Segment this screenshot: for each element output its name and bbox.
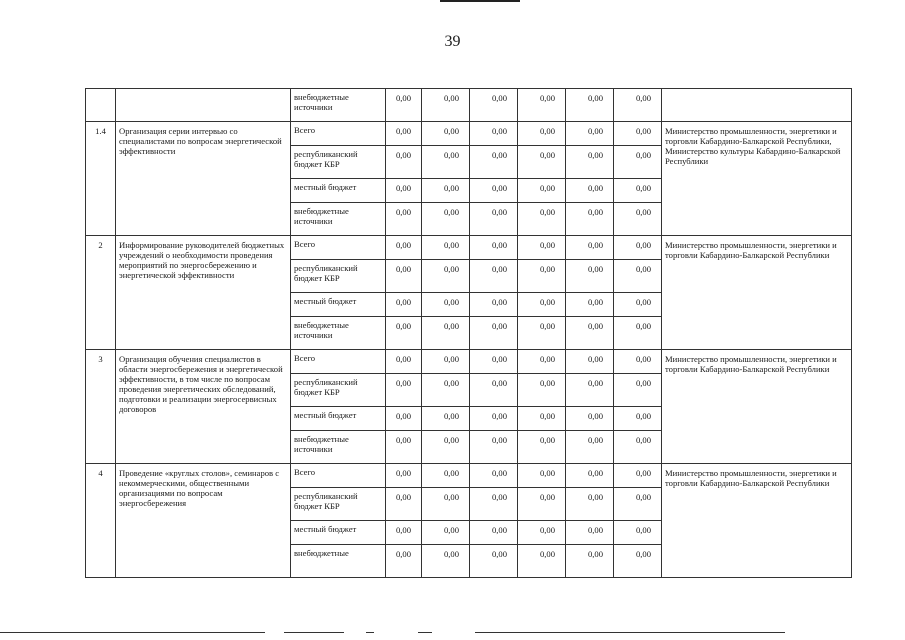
value-cell: 0,00 [470, 89, 518, 122]
value-cell: 0,00 [470, 407, 518, 431]
value-cell: 0,00 [470, 431, 518, 464]
value-cell: 0,00 [470, 374, 518, 407]
value-cell: 0,00 [470, 260, 518, 293]
value-cell: 0,00 [566, 146, 614, 179]
value-cell: 0,00 [422, 350, 470, 374]
value-cell: 0,00 [470, 203, 518, 236]
footer-rule [0, 632, 265, 633]
value-cell: 0,00 [470, 350, 518, 374]
funding-source: республиканский бюджет КБР [291, 488, 386, 521]
value-cell: 0,00 [518, 488, 566, 521]
value-cell: 0,00 [386, 89, 422, 122]
value-cell: 0,00 [614, 146, 662, 179]
funding-source: Всего [291, 236, 386, 260]
value-cell: 0,00 [566, 464, 614, 488]
value-cell: 0,00 [614, 488, 662, 521]
funding-source: Всего [291, 464, 386, 488]
value-cell: 0,00 [422, 431, 470, 464]
value-cell: 0,00 [518, 122, 566, 146]
funding-source: местный бюджет [291, 407, 386, 431]
value-cell: 0,00 [422, 122, 470, 146]
responsible-executor: Министерство промышленности, энергетики и торговли Кабардино-Балкарской Республики [662, 236, 852, 350]
value-cell: 0,00 [518, 293, 566, 317]
value-cell: 0,00 [518, 374, 566, 407]
value-cell: 0,00 [470, 464, 518, 488]
value-cell: 0,00 [614, 407, 662, 431]
value-cell: 0,00 [518, 431, 566, 464]
measures-table [85, 88, 852, 578]
value-cell: 0,00 [566, 545, 614, 578]
value-cell: 0,00 [422, 146, 470, 179]
value-cell: 0,00 [386, 236, 422, 260]
value-cell: 0,00 [386, 431, 422, 464]
value-cell: 0,00 [566, 179, 614, 203]
measure-name [116, 89, 291, 122]
value-cell: 0,00 [614, 431, 662, 464]
measure-number [86, 89, 116, 122]
responsible-executor: Министерство промышленности, энергетики и торговли Кабардино-Балкарской Республики, Министерство культуры Кабардино-Балкарской Республики [662, 122, 852, 236]
value-cell: 0,00 [386, 179, 422, 203]
value-cell: 0,00 [614, 521, 662, 545]
value-cell: 0,00 [518, 545, 566, 578]
top-edge-mark [440, 0, 520, 5]
measure-number: 2 [86, 236, 116, 350]
value-cell: 0,00 [518, 203, 566, 236]
value-cell: 0,00 [386, 350, 422, 374]
value-cell: 0,00 [422, 89, 470, 122]
value-cell: 0,00 [470, 488, 518, 521]
value-cell: 0,00 [518, 146, 566, 179]
value-cell: 0,00 [470, 122, 518, 146]
value-cell: 0,00 [386, 464, 422, 488]
measure-number: 1.4 [86, 122, 116, 236]
value-cell: 0,00 [470, 179, 518, 203]
value-cell: 0,00 [518, 350, 566, 374]
value-cell: 0,00 [386, 521, 422, 545]
value-cell: 0,00 [614, 350, 662, 374]
funding-source: Всего [291, 350, 386, 374]
funding-source: республиканский бюджет КБР [291, 374, 386, 407]
value-cell: 0,00 [422, 236, 470, 260]
value-cell: 0,00 [470, 545, 518, 578]
value-cell: 0,00 [422, 374, 470, 407]
measure-name: Организация серии интервью со специалистами по вопросам энергетической эффективности [116, 122, 291, 236]
value-cell: 0,00 [614, 464, 662, 488]
value-cell: 0,00 [386, 317, 422, 350]
value-cell: 0,00 [566, 521, 614, 545]
value-cell: 0,00 [518, 236, 566, 260]
value-cell: 0,00 [566, 203, 614, 236]
value-cell: 0,00 [518, 521, 566, 545]
measure-name: Организация обучения специалистов в области энергосбережения и энергетической эффективности, в том числе по вопросам проведения энергетических обследований, подготовки и реализации энергосервисных договоров [116, 350, 291, 464]
value-cell: 0,00 [422, 545, 470, 578]
value-cell: 0,00 [470, 521, 518, 545]
value-cell: 0,00 [386, 407, 422, 431]
value-cell: 0,00 [566, 488, 614, 521]
value-cell: 0,00 [614, 317, 662, 350]
value-cell: 0,00 [518, 317, 566, 350]
measure-name: Информирование руководителей бюджетных учреждений о необходимости проведения мероприятий по энергосбережению и энергетической эффективности [116, 236, 291, 350]
value-cell: 0,00 [386, 545, 422, 578]
value-cell: 0,00 [518, 407, 566, 431]
value-cell: 0,00 [422, 407, 470, 431]
value-cell: 0,00 [614, 236, 662, 260]
value-cell: 0,00 [422, 203, 470, 236]
funding-source: республиканский бюджет КБР [291, 146, 386, 179]
value-cell: 0,00 [566, 431, 614, 464]
funding-source: внебюджетные источники [291, 317, 386, 350]
value-cell: 0,00 [566, 374, 614, 407]
value-cell: 0,00 [614, 545, 662, 578]
value-cell: 0,00 [614, 203, 662, 236]
responsible-executor [662, 89, 852, 122]
measure-number: 4 [86, 464, 116, 578]
value-cell: 0,00 [422, 488, 470, 521]
table-body [86, 89, 852, 578]
value-cell: 0,00 [422, 521, 470, 545]
value-cell: 0,00 [470, 146, 518, 179]
value-cell: 0,00 [386, 122, 422, 146]
value-cell: 0,00 [614, 89, 662, 122]
funding-source: местный бюджет [291, 179, 386, 203]
value-cell: 0,00 [386, 488, 422, 521]
value-cell: 0,00 [566, 350, 614, 374]
value-cell: 0,00 [566, 293, 614, 317]
funding-source: местный бюджет [291, 293, 386, 317]
value-cell: 0,00 [518, 89, 566, 122]
value-cell: 0,00 [614, 179, 662, 203]
value-cell: 0,00 [566, 89, 614, 122]
value-cell: 0,00 [566, 122, 614, 146]
value-cell: 0,00 [386, 374, 422, 407]
footer-rule [366, 632, 374, 633]
value-cell: 0,00 [386, 203, 422, 236]
footer-rule [418, 632, 432, 633]
table-row [86, 236, 852, 260]
funding-source: республиканский бюджет КБР [291, 260, 386, 293]
table-row [86, 464, 852, 488]
value-cell: 0,00 [422, 317, 470, 350]
funding-source: Всего [291, 122, 386, 146]
table-row [86, 350, 852, 374]
footer-rule [475, 632, 785, 633]
value-cell: 0,00 [518, 179, 566, 203]
value-cell: 0,00 [614, 122, 662, 146]
value-cell: 0,00 [386, 293, 422, 317]
value-cell: 0,00 [614, 374, 662, 407]
value-cell: 0,00 [566, 317, 614, 350]
value-cell: 0,00 [422, 464, 470, 488]
measure-name: Проведение «круглых столов», семинаров с некоммерческими, общественными организациями по вопросам энергосбережения [116, 464, 291, 578]
value-cell: 0,00 [614, 260, 662, 293]
value-cell: 0,00 [470, 293, 518, 317]
value-cell: 0,00 [422, 260, 470, 293]
table-row [86, 89, 852, 122]
value-cell: 0,00 [470, 236, 518, 260]
funding-source: внебюджетные источники [291, 203, 386, 236]
value-cell: 0,00 [518, 464, 566, 488]
funding-source: внебюджетные источники [291, 431, 386, 464]
measure-number: 3 [86, 350, 116, 464]
responsible-executor: Министерство промышленности, энергетики и торговли Кабардино-Балкарской Республики [662, 464, 852, 578]
value-cell: 0,00 [422, 179, 470, 203]
value-cell: 0,00 [566, 260, 614, 293]
value-cell: 0,00 [386, 260, 422, 293]
responsible-executor: Министерство промышленности, энергетики и торговли Кабардино-Балкарской Республики [662, 350, 852, 464]
table-row [86, 122, 852, 146]
value-cell: 0,00 [470, 317, 518, 350]
value-cell: 0,00 [422, 293, 470, 317]
value-cell: 0,00 [614, 293, 662, 317]
value-cell: 0,00 [566, 236, 614, 260]
value-cell: 0,00 [566, 407, 614, 431]
funding-source: внебюджетные [291, 545, 386, 578]
value-cell: 0,00 [518, 260, 566, 293]
footer-rule [284, 632, 344, 633]
funding-source: внебюджетные источники [291, 89, 386, 122]
page-number: 39 [444, 33, 461, 50]
value-cell: 0,00 [386, 146, 422, 179]
funding-source: местный бюджет [291, 521, 386, 545]
